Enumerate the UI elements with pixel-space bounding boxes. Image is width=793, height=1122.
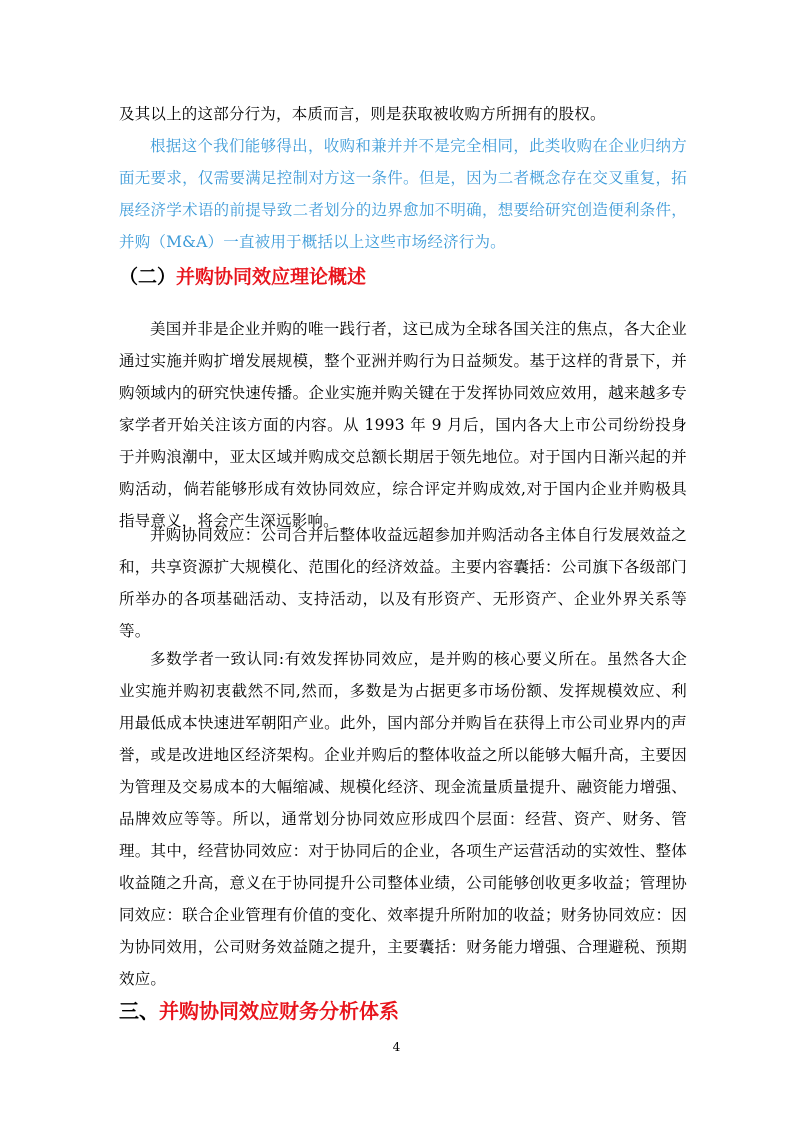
section-heading-2-title: 并购协同效应理论概述 (176, 266, 367, 288)
page-number: 4 (392, 1040, 401, 1054)
section-heading-2-prefix: （二） (119, 266, 177, 288)
paragraph-1: 美国并非是企业并购的唯一践行者，这已成为全球各国关注的焦点，各大企业通过实施并购扩增发展规模，整个亚洲并购行为日益频发。基于这样的背景下，并购领域内的研究快速传播。企业实施并购关键在于发挥协同效应效用，越来越多专家学者开始关注该方面的内容。从 1993 年 9 月后，国内各大上市公司纷纷投身于并购浪潮中，亚太区域并购成交总额长期居于领先地位。对于国内日渐兴起的并购活动，倘若能够形成有效协同效应，综合评定并购成效,对于国内企业并购极具指导意义，将会产生深远影响。 (119, 320, 687, 530)
paragraph-2: 并购协同效应：公司合并后整体收益远超参加并购活动各主体自行发展效益之和，共享资源扩大规模化、范围化的经济效益。主要内容囊括：公司旗下各级部门所举办的各项基础活动、支持活动，以及有形资产、无形资产、企业外界关系等等。 (119, 526, 687, 640)
section-heading-3-title: 并购协同效应财务分析体系 (159, 999, 399, 1023)
paragraph-3: 多数学者一致认同:有效发挥协同效应，是并购的核心要义所在。虽然各大企业实施并购初衷截然不同,然而，多数是为占据更多市场份额、发挥规模效应、利用最低成本快速进军朝阳产业。此外，国内部分并购旨在获得上市公司业界内的声誉，或是改进地区经济架构。企业并购后的整体收益之所以能够大幅升高，主要因为管理及交易成本的大幅缩减、规模化经济、现金流量质量提升、融资能力增强、品牌效应等等。所以，通常划分协同效应形成四个层面：经营、资产、财务、管理。其中，经营协同效应：对于协同后的企业，各项生产运营活动的实效性、整体收益随之升高，意义在于协同提升公司整体业绩，公司能够创收更多收益；管理协同效应：联合企业管理有价值的变化、效率提升所附加的收益；财务协同效应：因为协同效用，公司财务效益随之提升，主要囊括：财务能力增强、合理避税、预期效应。 (119, 650, 687, 988)
section-heading-3-prefix: 三、 (119, 999, 159, 1023)
paragraph-highlighted: 根据这个我们能够得出，收购和兼并并不是完全相同，此类收购在企业归纳方面无要求，仅需要满足控制对方这一条件。但是，因为二者概念存在交叉重复，拓展经济学术语的前提导致二者划分的边界愈加不明确，想要给研究创造便利条件，并购（M&A）一直被用于概括以上这些市场经济行为。 (119, 137, 687, 251)
section-heading-2 (119, 262, 366, 289)
section-heading-3 (119, 995, 399, 1024)
paragraph-continued: 及其以上的这部分行为，本质而言，则是获取被收购方所拥有的股权。 (119, 105, 606, 123)
